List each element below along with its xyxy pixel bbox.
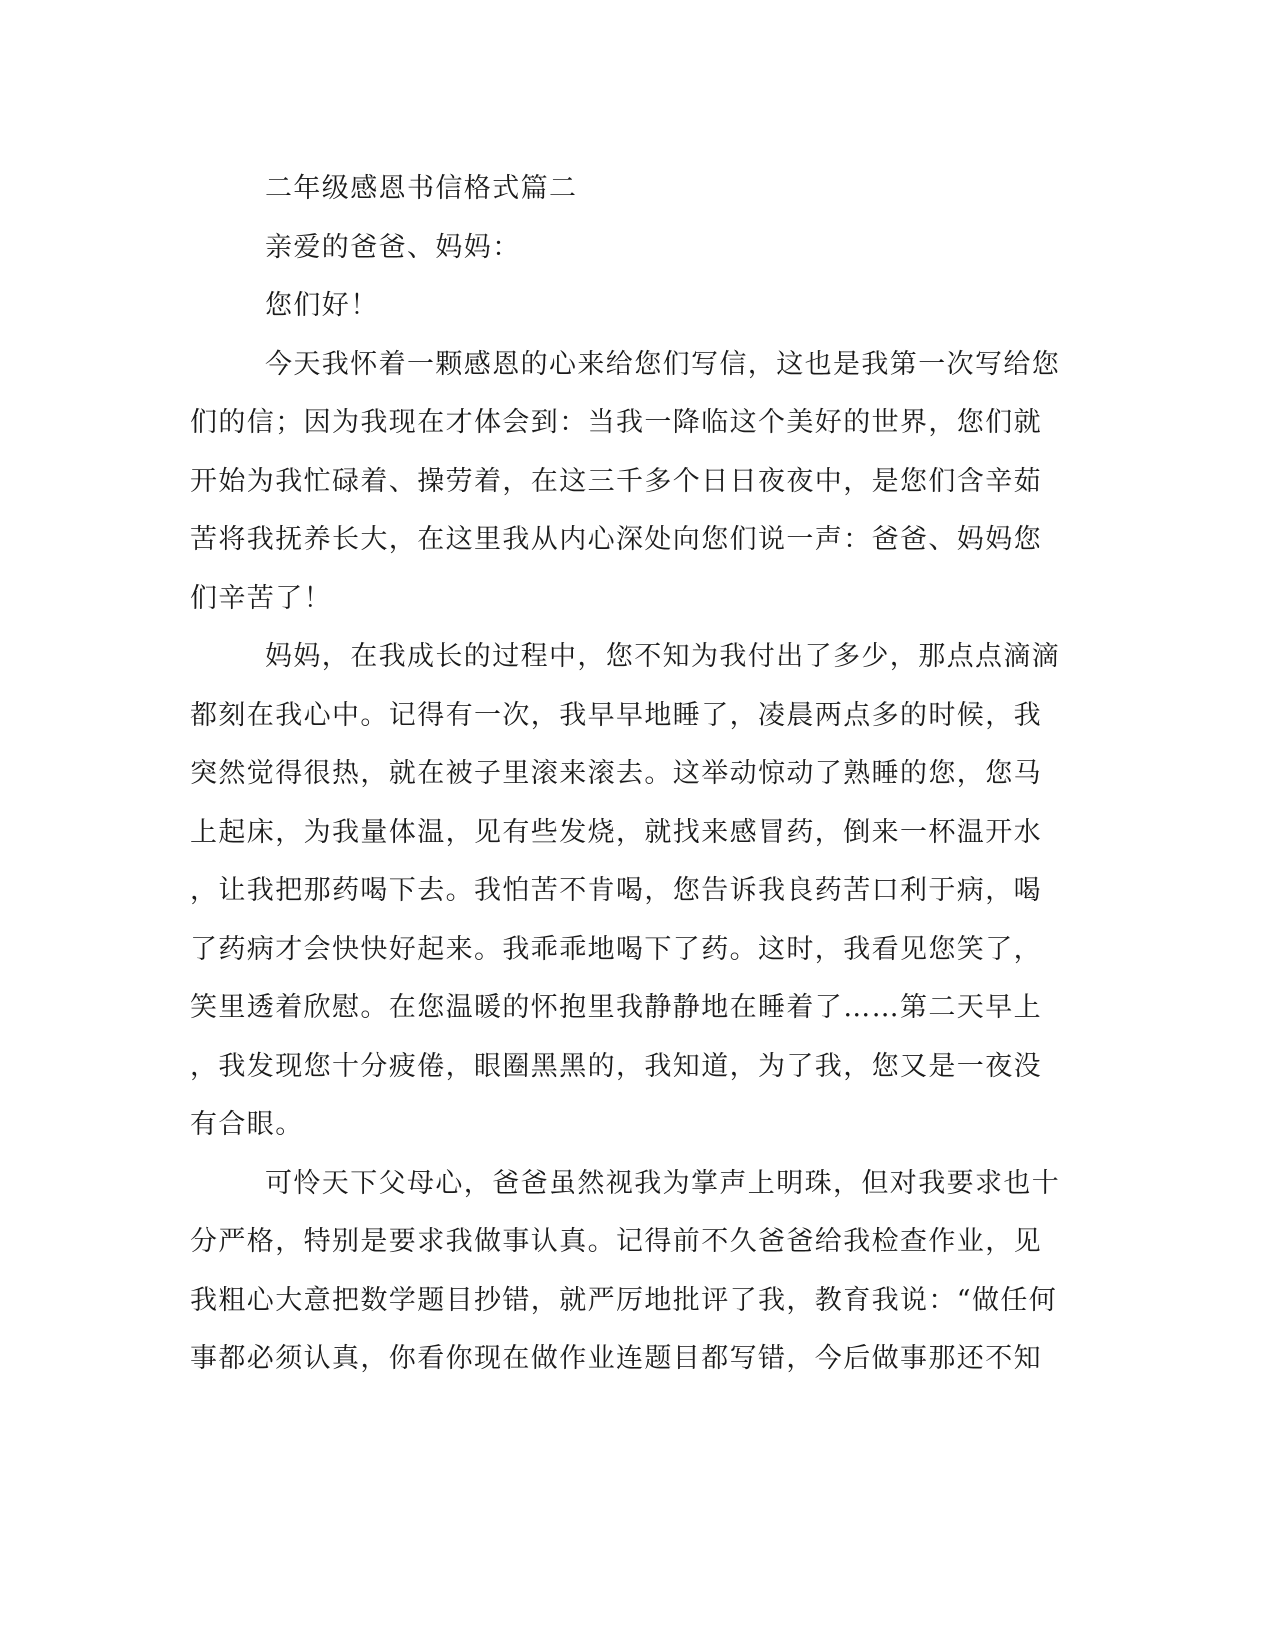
- paragraph-line: 上起床，为我量体温，见有些发烧，就找来感冒药，倒来一杯温开水: [190, 816, 1042, 848]
- document-title: 二年级感恩书信格式篇二: [265, 173, 578, 204]
- paragraph-line: 事都必须认真，你看你现在做作业连题目都写错，今后做事那还不知: [190, 1343, 1042, 1374]
- paragraph-line: 苦将我抚养长大，在这里我从内心深处向您们说一声：爸爸、妈妈您: [190, 524, 1042, 555]
- paragraph-line: 突然觉得很热，就在被子里滚来滚去。这举动惊动了熟睡的您，您马: [190, 758, 1042, 789]
- paragraph-line: 可怜天下父母心，爸爸虽然视我为掌声上明珠，但对我要求也十: [265, 1167, 1061, 1199]
- paragraph-line: 们的信；因为我现在才体会到：当我一降临这个美好的世界，您们就: [190, 407, 1042, 438]
- paragraph-2: [190, 628, 1070, 1155]
- paragraph-line: 开始为我忙碌着、操劳着，在这三千多个日日夜夜中，是您们含辛茹: [190, 465, 1042, 497]
- paragraph-line: 妈妈，在我成长的过程中，您不知为我付出了多少，那点点滴滴: [265, 641, 1061, 672]
- paragraph-line: 都刻在我心中。记得有一次，我早早地睡了，凌晨两点多的时候，我: [190, 699, 1042, 731]
- greeting: 您们好！: [265, 290, 379, 321]
- paragraph-1: [190, 336, 1070, 629]
- paragraph-line: 我粗心大意把数学题目抄错，就严厉地批评了我，教育我说：“做任何: [190, 1284, 1058, 1316]
- paragraph-3: [190, 1155, 1070, 1389]
- paragraph-line: 了药病才会快快好起来。我乖乖地喝下了药。这时，我看见您笑了，: [190, 933, 1042, 965]
- paragraph-line: 笑里透着欣慰。在您温暖的怀抱里我静静地在睡着了……第二天早上: [190, 992, 1042, 1023]
- paragraph-line: ，我发现您十分疲倦，眼圈黑黑的，我知道，为了我，您又是一夜没: [190, 1050, 1042, 1082]
- paragraph-line: 今天我怀着一颗感恩的心来给您们写信，这也是我第一次写给您: [265, 348, 1061, 380]
- paragraph-line: 们辛苦了！: [190, 582, 332, 614]
- paragraph-line: 分严格，特别是要求我做事认真。记得前不久爸爸给我检查作业，见: [190, 1226, 1042, 1257]
- salutation: 亲爱的爸爸、妈妈：: [265, 231, 521, 263]
- paragraph-line: 有合眼。: [190, 1109, 304, 1140]
- letter-body: [190, 160, 1070, 1389]
- paragraph-line: ，让我把那药喝下去。我怕苦不肯喝，您告诉我良药苦口利于病，喝: [190, 875, 1042, 906]
